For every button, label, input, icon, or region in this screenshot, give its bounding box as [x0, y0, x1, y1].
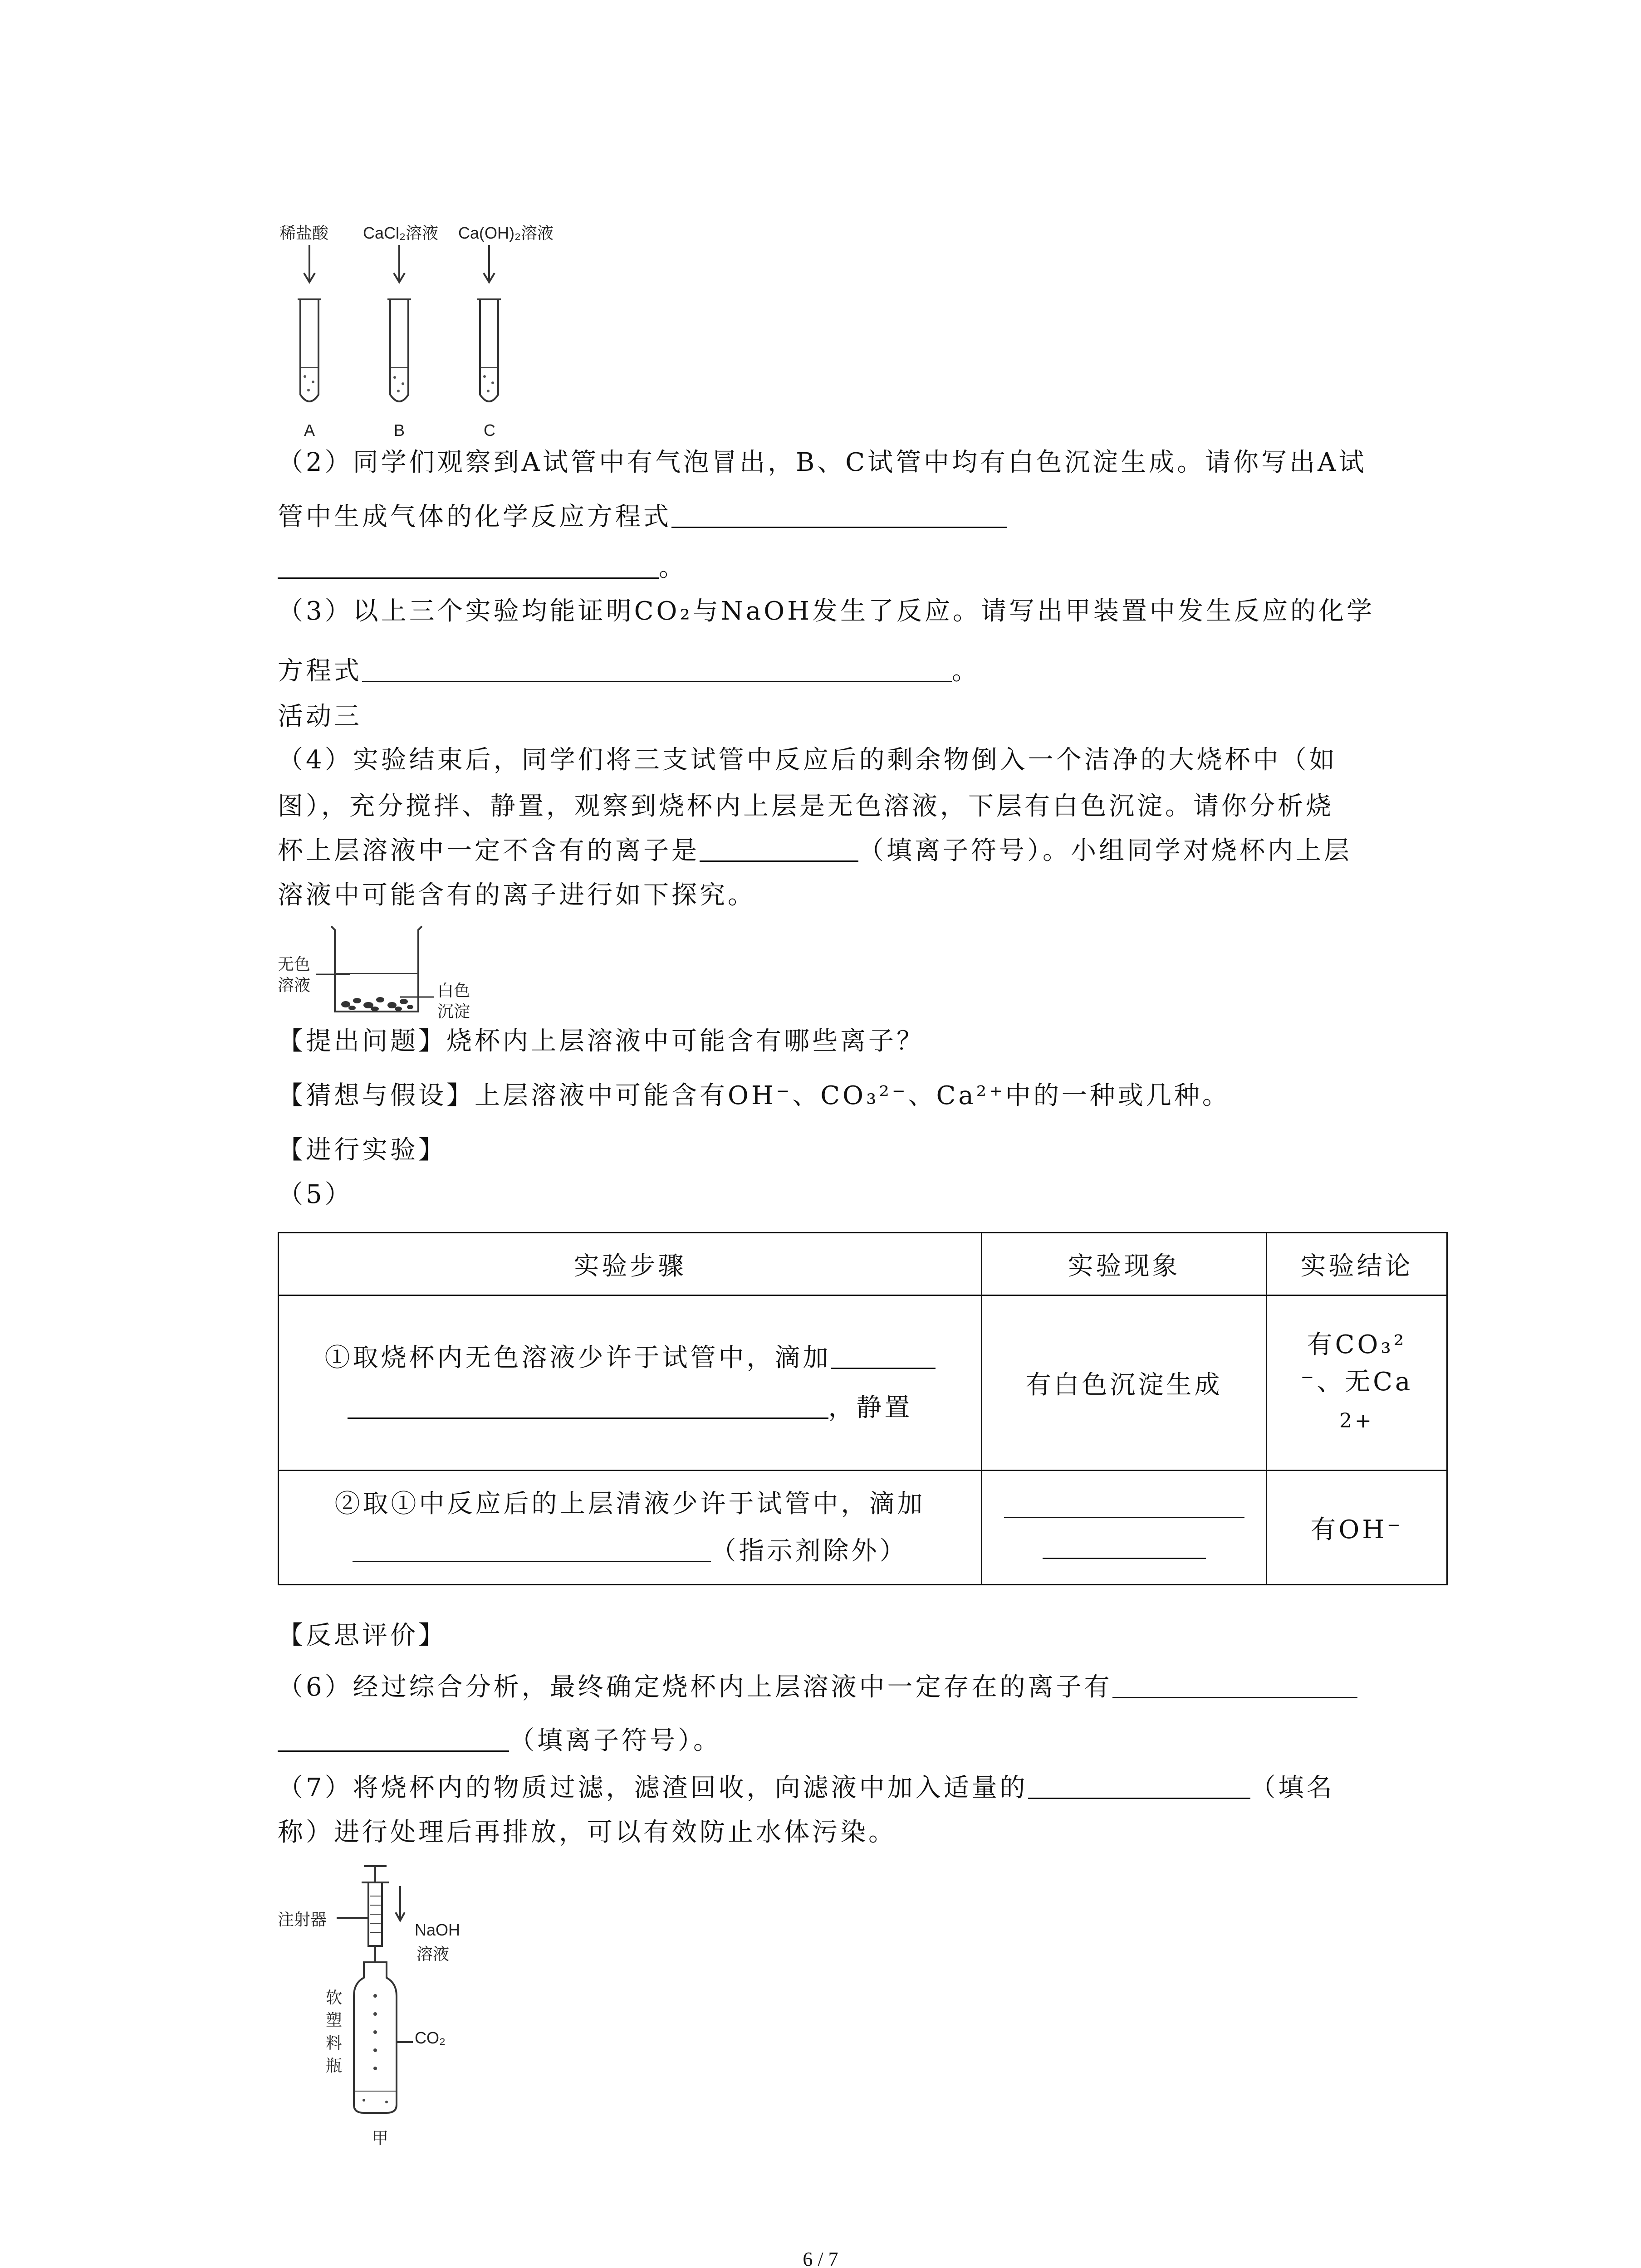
row2-reagent-blank[interactable]	[353, 1535, 711, 1562]
q4-answer-blank[interactable]	[700, 835, 858, 862]
row2-phenomenon-cell	[982, 1471, 1267, 1585]
q3-end-mark: 。	[952, 656, 980, 686]
reflection-heading: 【反思评价】	[278, 1621, 446, 1650]
q3-answer-blank[interactable]	[362, 655, 952, 682]
naoh-label-2: 溶液	[416, 1945, 450, 1963]
row1-conclusion-line-3: 2+	[1339, 1409, 1374, 1432]
row2-step-text: ②取①中反应后的上层清液少许于试管中，滴加	[334, 1489, 926, 1519]
q2-line-1: （2）同学们观察到A试管中有气泡冒出，B、C试管中均有白色沉淀生成。请你写出A试	[278, 448, 1367, 477]
bottle-apparatus-drawing	[278, 1864, 514, 2155]
tube-a-reagent-label: 稀盐酸	[279, 224, 329, 242]
beaker-figure	[278, 924, 486, 1023]
row1-conclusion-line-1: 有CO₃²	[1307, 1330, 1407, 1359]
q2-answer-blank-1[interactable]	[671, 501, 1007, 528]
row1-phenomenon: 有白色沉淀生成	[982, 1295, 1267, 1471]
q4-prompt-cont: （填离子符号）。小组同学对烧杯内上层	[858, 836, 1352, 865]
header-steps: 实验步骤	[279, 1233, 982, 1295]
q7-answer-blank[interactable]	[1028, 1772, 1250, 1799]
table-row	[279, 1295, 1447, 1471]
q2-line-2	[278, 499, 1007, 535]
row1-step-text: ①取烧杯内无色溶液少许于试管中，滴加	[324, 1343, 831, 1373]
q2-line-3	[278, 550, 687, 586]
q3-line-2	[278, 653, 980, 689]
q7-prompt: （7）将烧杯内的物质过滤，滤渣回收，向滤液中加入适量的	[278, 1773, 1028, 1803]
q6-prompt-end: （填离子符号）。	[509, 1726, 721, 1755]
row1-conclusion-line-2: ⁻、无Ca	[1300, 1367, 1413, 1397]
test-tubes-figure	[272, 213, 581, 449]
q7-line-2: 称）进行处理后再排放，可以有效防止水体污染。	[278, 1818, 896, 1847]
bottle-label-4: 瓶	[326, 2056, 343, 2075]
q2-answer-blank-2[interactable]	[278, 552, 659, 579]
q4-line-2: 图），充分搅拌、静置，观察到烧杯内上层是无色溶液，下层有白色沉淀。请你分析烧	[278, 792, 1334, 821]
row1-reagent-blank-1[interactable]	[831, 1342, 936, 1369]
q4-line-3	[278, 833, 1352, 869]
page-number: 6 / 7	[803, 2248, 838, 2268]
q4-line-1: （4）实验结束后，同学们将三支试管中反应后的剩余物倒入一个洁净的大烧杯中（如	[278, 745, 1337, 775]
apparatus-caption: 甲	[372, 2129, 389, 2147]
table-header-row	[279, 1233, 1447, 1295]
bottle-label-3: 料	[326, 2033, 343, 2052]
beaker-solution-label-2: 溶液	[278, 976, 311, 994]
beaker-solution-label-1: 无色	[278, 955, 311, 973]
test-tubes-drawing	[272, 213, 581, 449]
tube-a-letter: A	[304, 421, 315, 440]
q4-line-4: 溶液中可能含有的离子进行如下探究。	[278, 880, 756, 910]
q6-line-1	[278, 1669, 1357, 1706]
co2-label: CO₂	[415, 2028, 446, 2047]
row2-phenomenon-blank-2[interactable]	[1043, 1532, 1206, 1559]
header-conclusion: 实验结论	[1267, 1233, 1447, 1295]
row1-reagent-blank-2[interactable]	[348, 1392, 828, 1419]
bottle-label-2: 塑	[326, 2011, 343, 2029]
q6-answer-blank-1[interactable]	[1112, 1672, 1357, 1698]
syringe-label: 注射器	[278, 1910, 327, 1929]
experiment-table	[278, 1232, 1448, 1585]
row2-phenomenon-blank-1[interactable]	[1004, 1491, 1244, 1518]
tube-c-letter: C	[484, 421, 495, 440]
q6-prompt: （6）经过综合分析，最终确定烧杯内上层溶液中一定存在的离子有	[278, 1672, 1112, 1702]
header-phenomenon: 实验现象	[982, 1233, 1267, 1295]
q2-end-mark: 。	[659, 553, 687, 582]
row1-step-cell	[279, 1295, 982, 1471]
q6-line-2	[278, 1723, 721, 1759]
q2-prompt: 管中生成气体的化学反应方程式	[278, 502, 671, 532]
q7-line-1	[278, 1770, 1335, 1806]
naoh-label-1: NaOH	[415, 1921, 460, 1939]
q5-label: （5）	[278, 1180, 353, 1209]
table-row	[279, 1471, 1447, 1585]
row2-step-end: （指示剂除外）	[710, 1536, 908, 1566]
bottle-apparatus-figure	[278, 1864, 514, 2155]
hypothesis-line: 【猜想与假设】上层溶液中可能含有OH⁻、CO₃²⁻、Ca²⁺中的一种或几种。	[278, 1081, 1230, 1110]
tube-c-reagent-label: Ca(OH)₂溶液	[458, 224, 554, 242]
row1-step-end: ，静置	[828, 1393, 913, 1422]
q3-line-1: （3）以上三个实验均能证明CO₂与NaOH发生了反应。请写出甲装置中发生反应的化学	[278, 596, 1375, 626]
beaker-precipitate-label-1: 白色	[437, 981, 470, 1000]
tube-b-reagent-label: CaCl₂溶液	[363, 224, 438, 242]
activity-3-heading: 活动三	[278, 702, 362, 731]
tube-b-letter: B	[394, 421, 405, 440]
row2-step-cell	[279, 1471, 982, 1585]
beaker-precipitate-label-2: 沉淀	[437, 1002, 470, 1021]
row1-conclusion-cell	[1267, 1295, 1447, 1471]
question-raised-line: 【提出问题】烧杯内上层溶液中可能含有哪些离子？	[278, 1026, 925, 1056]
experiment-heading: 【进行实验】	[278, 1135, 446, 1165]
q4-prompt: 杯上层溶液中一定不含有的离子是	[278, 836, 700, 865]
bottle-label-1: 软	[326, 1988, 343, 2007]
q6-answer-blank-2[interactable]	[278, 1725, 509, 1752]
q3-prompt: 方程式	[278, 656, 362, 686]
q7-prompt-cont: （填名	[1250, 1773, 1335, 1803]
row2-conclusion: 有OH⁻	[1267, 1471, 1447, 1585]
